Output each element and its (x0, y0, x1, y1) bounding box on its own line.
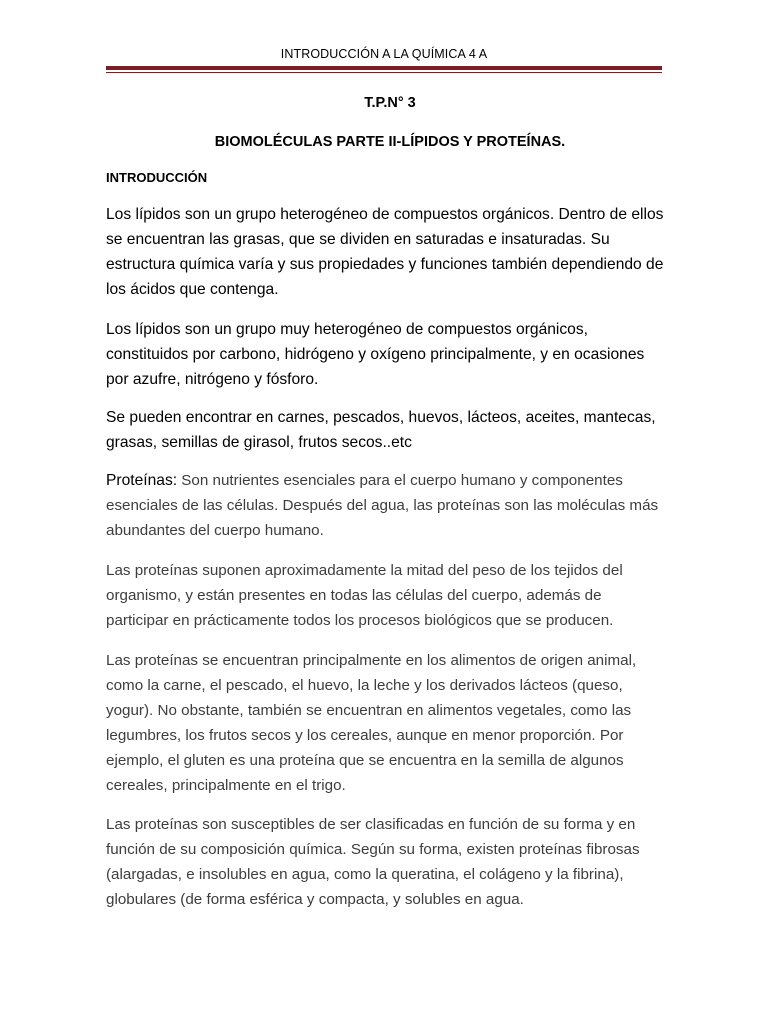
paragraph-proteins-2: Las proteínas se encuentran principalmente en los alimentos de origen animal, como la carne, el pescado, el huevo, la leche y los derivados lácteos (queso, yogur). No obstante, también se encuentran en alimentos vegetales, como las legumbres, los frutos secos y los cereales, aunque en menor proporción. Por ejemplo, el gluten es una proteína que se encuentra en la semilla de algunos cereales, principalmente en el trigo. (106, 652, 637, 794)
paragraph-lipids-3: Se pueden encontrar en carnes, pescados, huevos, lácteos, aceites, mantecas, grasas, semillas de girasol, frutos secos..etc (106, 409, 656, 451)
header-rule-thick (106, 66, 662, 70)
proteins-label: Proteínas: (106, 472, 178, 489)
paragraph-lipids-1: Los lípidos son un grupo heterogéneo de compuestos orgánicos. Dentro de ellos se encuentran las grasas, que se dividen en saturadas e insaturadas. Su estructura química varía y sus propiedades y funciones también dependiendo de los ácidos que contenga. (106, 206, 664, 298)
running-header: INTRODUCCIÓN A LA QUÍMICA 4 A (280, 47, 488, 61)
paragraph-proteins-3: Las proteínas son susceptibles de ser clasificadas en función de su forma y en función de su composición química. Según su forma, existen proteínas fibrosas (alargadas, e insolubles en agua, como la queratina, el colágeno y la fibrina), globulares (de forma esférica y compacta, y solubles en agua. (106, 816, 640, 908)
document-title: BIOMOLÉCULAS PARTE II-LÍPIDOS Y PROTEÍNAS. (214, 134, 566, 150)
paragraph-proteins-1: Las proteínas suponen aproximadamente la mitad del peso de los tejidos del organismo, y están presentes en todas las células del cuerpo, además de participar en prácticamente todos los procesos biológicos que se producen. (106, 562, 623, 629)
header-rule-thin (106, 72, 662, 73)
tp-number: T.P.N° 3 (364, 95, 416, 111)
paragraph-proteins-intro (106, 468, 666, 543)
paragraph-lipids-2: Los lípidos son un grupo muy heterogéneo de compuestos orgánicos, constituidos por carbono, hidrógeno y oxígeno principalmente, y en ocasiones por azufre, nitrógeno y fósforo. (106, 321, 645, 388)
proteins-intro-text: Son nutrientes esenciales para el cuerpo humano y componentes esenciales de las células. Después del agua, las proteínas son las moléculas más abundantes del cuerpo humano. (106, 472, 659, 539)
section-heading: INTRODUCCIÓN (106, 170, 208, 185)
